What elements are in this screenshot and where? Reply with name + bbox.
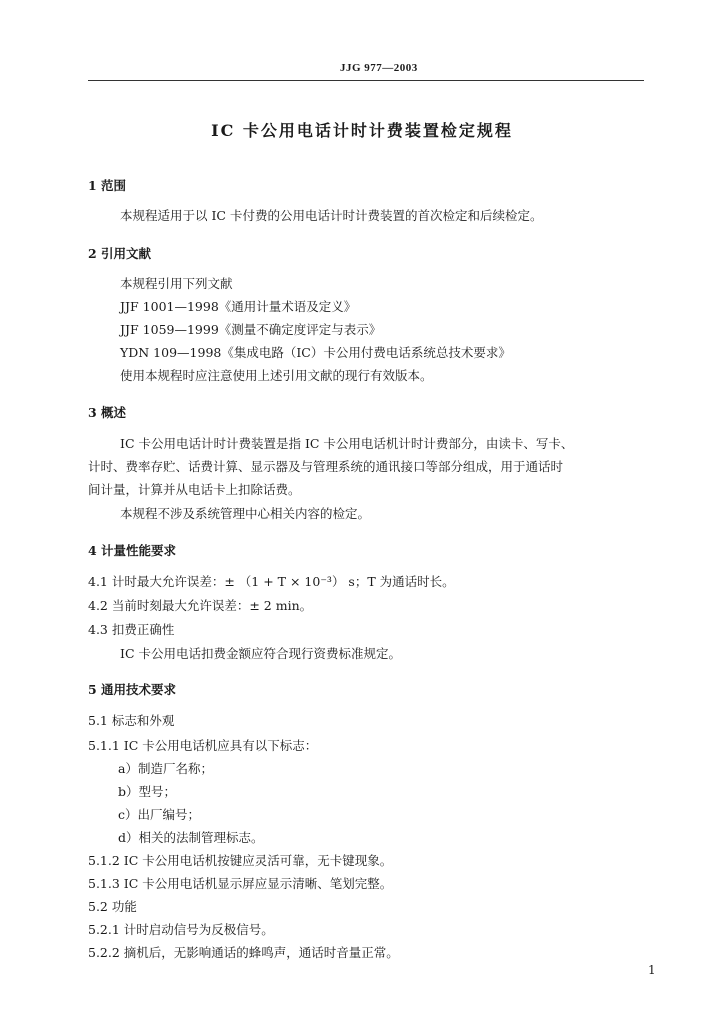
list-item-a: a）制造厂名称； — [118, 761, 213, 776]
list-item-b: b）型号； — [118, 784, 177, 799]
list-item-c: c）出厂编号； — [118, 807, 201, 822]
clause-5-1: 5.1 标志和外观 — [88, 713, 175, 728]
clause-5-1-1: 5.1.1 IC 卡公用电话机应具有以下标志： — [88, 738, 318, 753]
section-2-heading: 2 引用文献 — [88, 246, 152, 261]
clause-5-1-2: 5.1.2 IC 卡公用电话机按键应灵活可靠，无卡键现象。 — [88, 853, 393, 868]
running-header: JJG 977—2003 — [340, 62, 418, 74]
clause-5-2-2: 5.2.2 摘机后，无影响通话的蜂鸣声，通话时音量正常。 — [88, 945, 399, 960]
clause-5-2: 5.2 功能 — [88, 899, 137, 914]
reference-2: JJF 1059—1999《测量不确定度评定与表示》 — [120, 322, 382, 337]
section-3-heading: 3 概述 — [88, 405, 127, 420]
section-3-paragraph-line-2: 计时、费率存贮、话费计算、显示器及与管理系统的通讯接口等部分组成，用于通话时 — [88, 459, 564, 474]
document-title: IC 卡公用电话计时计费装置检定规程 — [211, 121, 513, 140]
clause-4-2: 4.2 当前时刻最大允许误差：± 2 min。 — [88, 598, 313, 613]
reference-1: JJF 1001—1998《通用计量术语及定义》 — [120, 299, 357, 314]
section-3-paragraph-2: 本规程不涉及系统管理中心相关内容的检定。 — [120, 506, 371, 521]
section-5-heading: 5 通用技术要求 — [88, 682, 177, 697]
section-3-paragraph-line-3: 间计量，计算并从电话卡上扣除话费。 — [88, 482, 301, 497]
section-1-paragraph: 本规程适用于以 IC 卡付费的公用电话计时计费装置的首次检定和后续检定。 — [120, 208, 543, 223]
clause-5-1-3: 5.1.3 IC 卡公用电话机显示屏应显示清晰、笔划完整。 — [88, 876, 393, 891]
clause-4-3-text: IC 卡公用电话扣费金额应符合现行资费标准规定。 — [120, 646, 401, 661]
clause-4-3: 4.3 扣费正确性 — [88, 622, 175, 637]
clause-5-2-1: 5.2.1 计时启动信号为反极信号。 — [88, 922, 274, 937]
section-3-paragraph-line-1: IC 卡公用电话计时计费装置是指 IC 卡公用电话机计时计费部分，由读卡、写卡、 — [120, 436, 574, 451]
section-2-note: 使用本规程时应注意使用上述引用文献的现行有效版本。 — [120, 368, 433, 383]
page-number: 1 — [648, 963, 656, 977]
section-1-heading: 1 范围 — [88, 178, 127, 193]
list-item-d: d）相关的法制管理标志。 — [118, 830, 264, 845]
reference-3: YDN 109—1998《集成电路（IC）卡公用付费电话系统总技术要求》 — [120, 345, 511, 360]
clause-4-1: 4.1 计时最大允许误差：± （1 + T × 10⁻³） s；T 为通话时长。 — [88, 574, 455, 589]
section-2-intro: 本规程引用下列文献 — [120, 276, 233, 291]
section-4-heading: 4 计量性能要求 — [88, 543, 177, 558]
header-rule — [88, 80, 644, 81]
